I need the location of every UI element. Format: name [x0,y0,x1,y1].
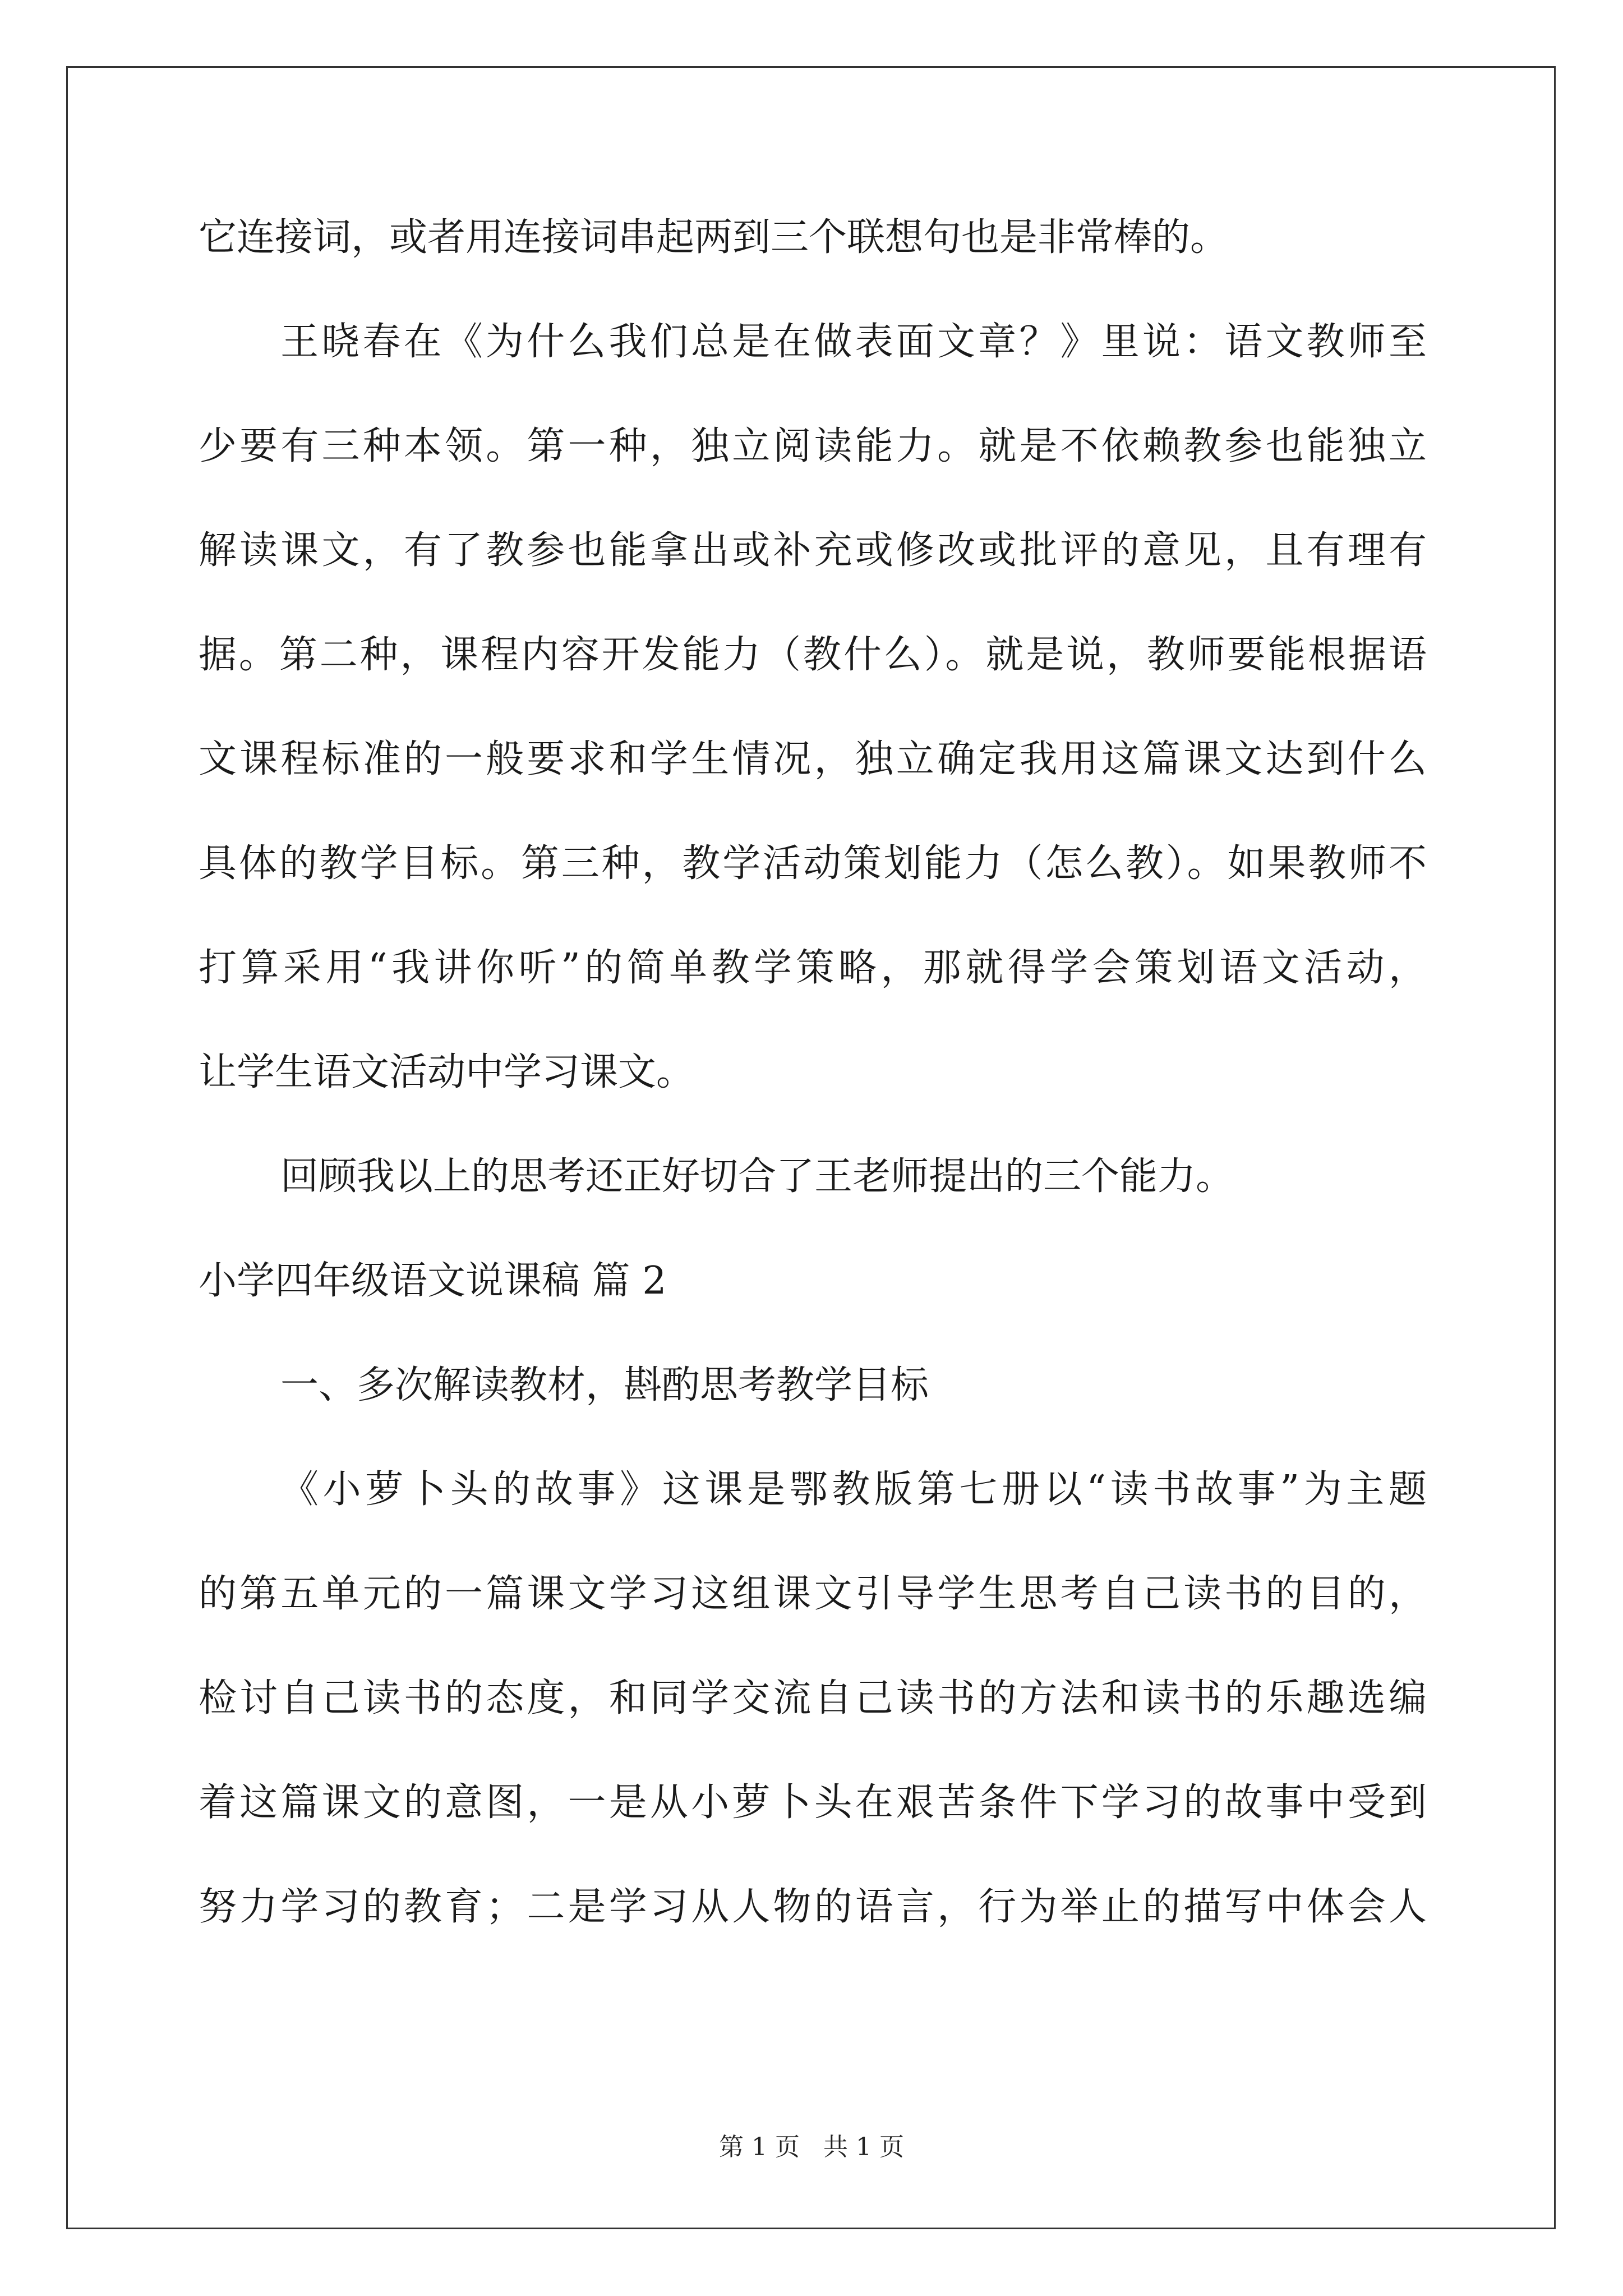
paragraph-line: 努力学习的教育；二是学习从人物的语言，行为举止的描写中体会人 [199,1885,1427,1929]
paragraph-line: 解读课文，有了教参也能拿出或补充或修改或批评的意见，且有理有 [199,528,1427,573]
paragraph-line: 打算采用“我讲你听”的简单教学策略，那就得学会策划语文活动， [199,946,1427,990]
paragraph-line: 它连接词，或者用连接词串起两到三个联想句也是非常棒的。 [199,215,1229,260]
page-footer [0,2131,1623,2164]
paragraph-line: 具体的教学目标。第三种，教学活动策划能力（怎么教）。如果教师不 [199,841,1427,886]
paragraph-line: 检讨自己读书的态度，和同学交流自己读书的方法和读书的乐趣选编 [199,1676,1427,1720]
subsection-heading: 一、多次解读教材，斟酌思考教学目标 [280,1363,929,1407]
page-total: 共 1 页 [823,2133,904,2161]
paragraph-line: 回顾我以上的思考还正好切合了王老师提出的三个能力。 [280,1154,1234,1199]
paragraph-line: 着这篇课文的意图，一是从小萝卜头在艰苦条件下学习的故事中受到 [199,1780,1427,1825]
paragraph-line: 让学生语文活动中学习课文。 [199,1050,695,1094]
paragraph-line: 王晓春在《为什么我们总是在做表面文章？》里说：语文教师至 [280,320,1427,364]
paragraph-line: 少要有三种本领。第一种，独立阅读能力。就是不依赖教参也能独立 [199,424,1427,468]
paragraph-line: 的第五单元的一篇课文学习这组课文引导学生思考自己读书的目的， [199,1572,1427,1616]
section-heading: 小学四年级语文说课稿 篇 2 [199,1259,667,1303]
page-number: 第 1 页 [719,2133,800,2161]
paragraph-line: 文课程标准的一般要求和学生情况，独立确定我用这篇课文达到什么 [199,737,1427,781]
paragraph-line: 据。第二种，课程内容开发能力（教什么）。就是说，教师要能根据语 [199,633,1427,677]
paragraph-line: 《小萝卜头的故事》这课是鄂教版第七册以“读书故事”为主题 [280,1467,1427,1512]
